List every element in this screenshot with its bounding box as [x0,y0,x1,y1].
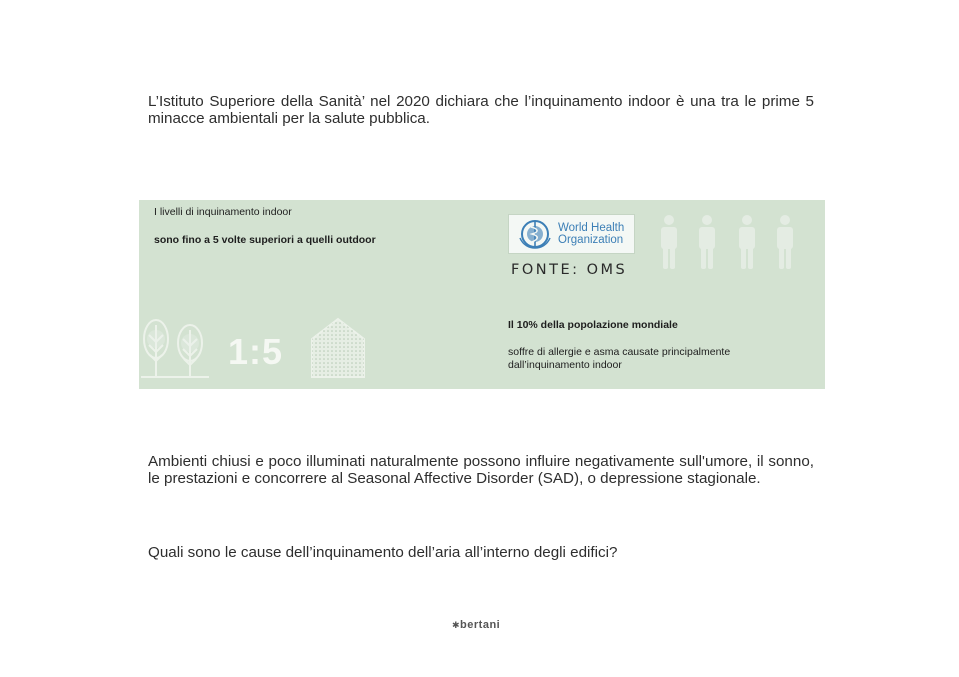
who-logo-line-2: Organization [558,234,624,246]
indoor-pollution-banner [139,200,825,389]
banner-line-1: I livelli di inquinamento indoor [154,206,292,218]
question-paragraph: Quali sono le cause dell’inquinamento dell’aria all’interno degli edifici? [148,544,618,561]
ratio-label: 1:5 [228,331,284,372]
mood-paragraph: Ambienti chiusi e poco illuminati naturalmente possono influire negativamente sull'umore, il sonno, le prestazioni e concorrere al Seasonal Affective Disorder (SAD), o depressione stagionale. [148,453,814,487]
banner-line-2: sono fino a 5 volte superiori a quelli outdoor [154,234,376,246]
who-logo [508,214,635,254]
who-logo-text [558,222,634,246]
intro-paragraph: L’Istituto Superiore della Sanità’ nel 2020 dichiara che l’inquinamento indoor è una tra le prime 5 minacce ambientali per la salute pubblica. [148,93,814,127]
house-icon [310,317,366,379]
footer-logo [452,619,500,631]
people-icon [657,214,803,272]
bee-icon: ✱ [452,620,461,630]
who-emblem-icon [517,218,553,250]
stat-title: Il 10% della popolazione mondiale [508,319,678,331]
stat-text: soffre di allergie e asma causate principalmente dall’inquinamento indoor [508,346,731,371]
trees-icon [139,315,211,381]
footer-brand: bertani [460,619,501,631]
who-logo-line-1: World Health [558,222,625,234]
source-label: FONTE: OMS [511,262,628,278]
